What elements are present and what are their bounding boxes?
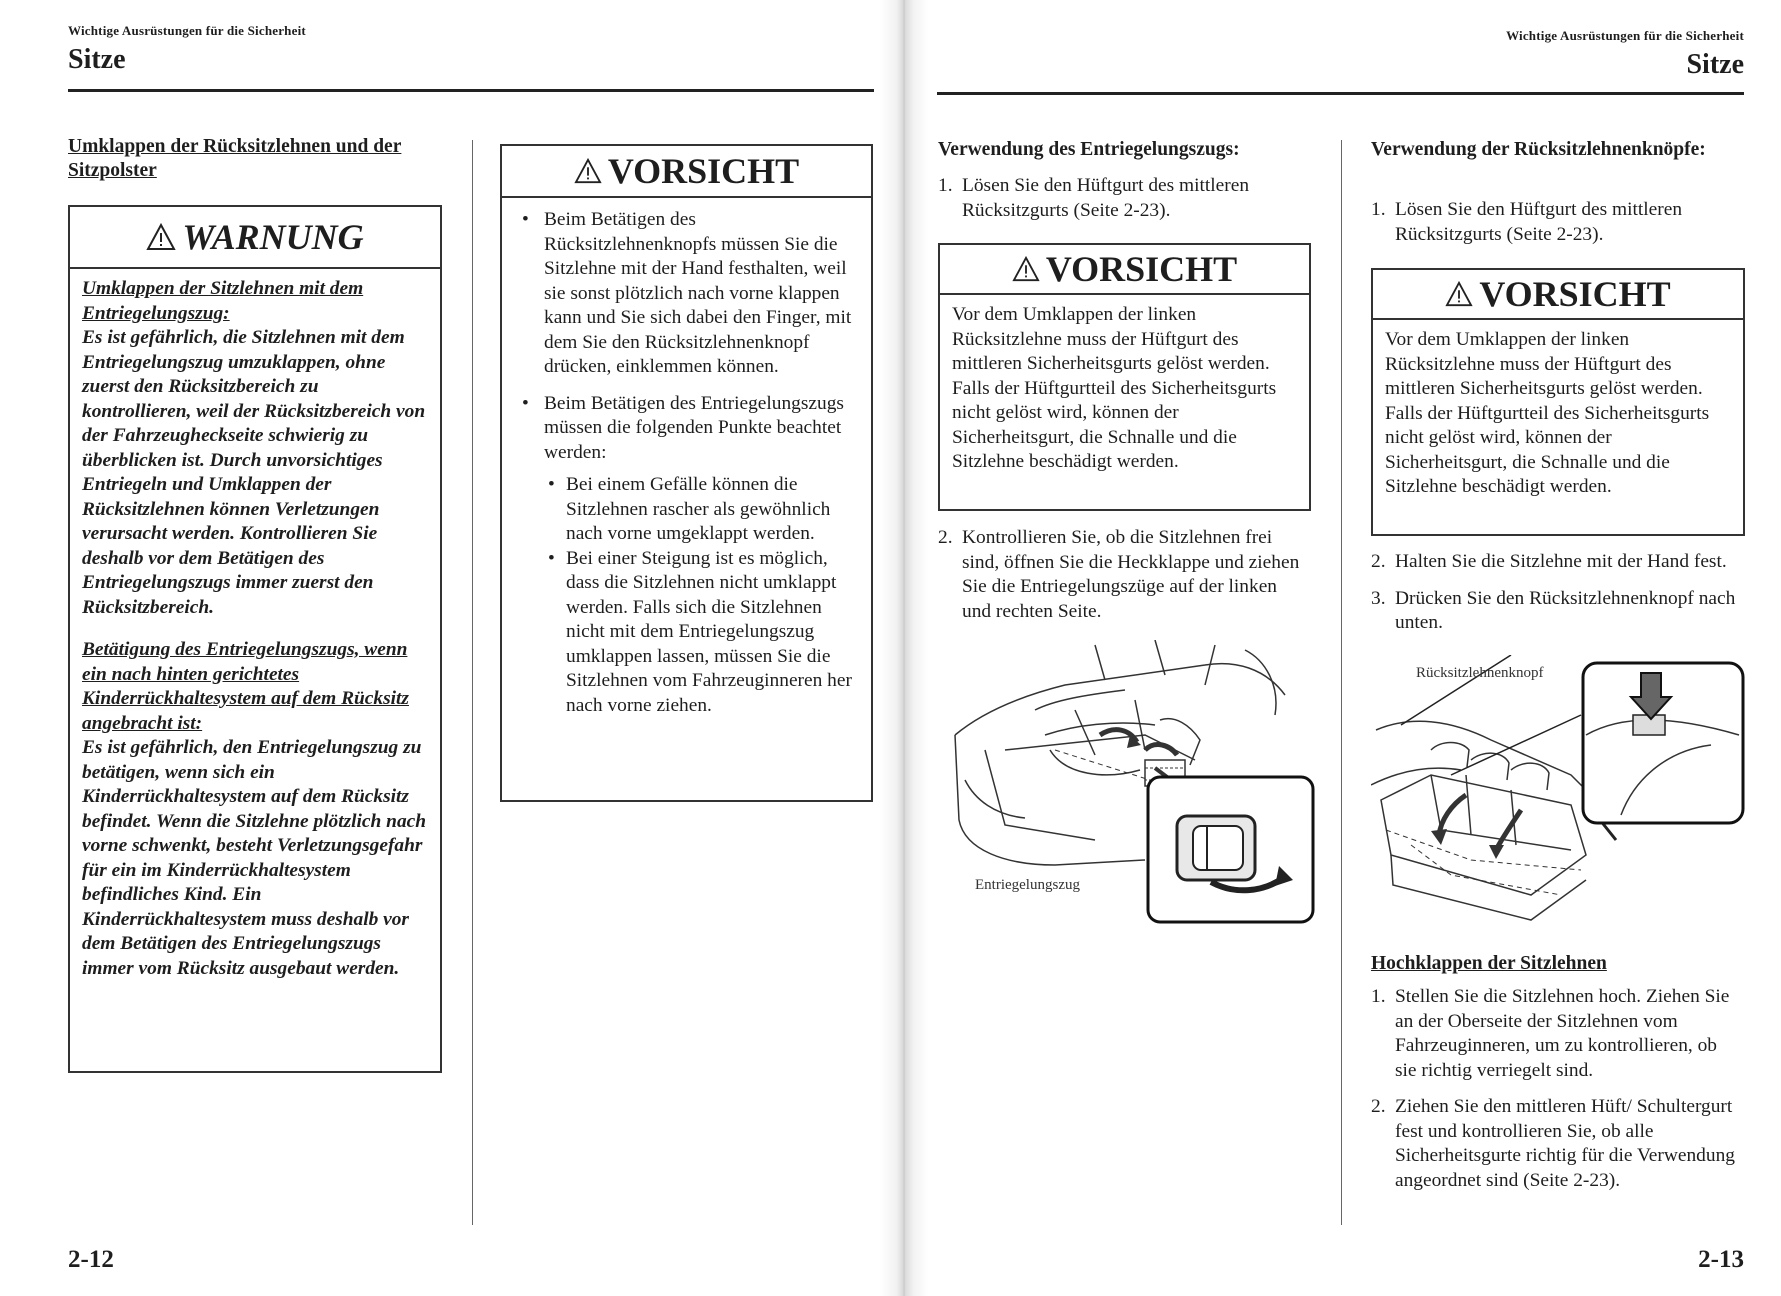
caution-sub-bullet-text: Bei einer Steigung ist es möglich, dass die Sitzlehnen nicht umklappt werden. Falls sich die Sitzlehnen nicht mit dem Entriegelungszug umklappen lassen, müssen Sie die Sitzlehnen vom Fahrzeuginneren her nach vorne ziehen. [566,547,852,716]
section-heading: Hochklappen der Sitzlehnen [1371,953,1607,974]
warning-sub-heading: Umklappen der Sitzlehnen mit dem Entriegelungszug: [82,278,364,324]
caution-text: Vor dem Umklappen der linken Rücksitzlehne muss der Hüftgurt des mittleren Sicherheitsgurts gelöst werden. Falls der Hüftgurtteil des Sicherheitsgurts nicht gelöst wird, können der Sicherheitsgurt, die Schnalle und die Sitzlehne beschädigt werden. [952,304,1277,472]
caution-bullet-text: Beim Betätigen des Entriegelungszugs müssen die folgenden Punkte beachtet werden: [544,392,844,463]
page-number: 2-12 [68,1246,114,1273]
procedure-step [938,174,1310,223]
procedure-steps [1371,198,1741,259]
warning-triangle-icon [146,223,176,251]
column-divider [472,140,473,1225]
caution-title-text: VORSICHT [1045,249,1238,289]
warning-box [68,205,442,1073]
caution-body [502,198,871,740]
caution-box-title [1373,270,1743,320]
step-number: 2. [1371,1096,1386,1117]
step-text: Halten Sie die Sitzlehne mit der Hand fest. [1395,551,1727,572]
warning-body [70,269,440,1009]
header-rule [68,89,874,92]
step-number: 3. [1371,587,1386,609]
section-label: Wichtige Ausrüstungen für die Sicherheit [1506,28,1744,43]
section-title: Sitze [68,44,126,75]
procedure-steps [1371,550,1741,648]
procedure-steps [1371,985,1741,1205]
caution-sub-bullet [544,473,859,547]
caution-sub-bullet [544,547,859,719]
seatback-button-label: Rücksitzlehnenknopf [1416,665,1544,681]
page-gutter [880,0,928,1296]
caution-box-title [940,245,1309,295]
section-label: Wichtige Ausrüstungen für die Sicherheit [68,23,306,38]
warning-triangle-icon [574,158,602,184]
procedure-step [1371,985,1741,1083]
step-number: 1. [1371,986,1386,1007]
caution-box-title [502,146,871,198]
caution-bullet-text: Beim Betätigen des Rücksitzlehnenknopfs müssen Sie die Sitzlehne mit der Hand festhalten, weil sie sonst plötzlich nach vorne klappen kann und Sie sich dabei den Finger, mit dem Sie den Rücksitzlehnenknopf drücken, einklemmen können. [544,209,852,377]
warning-triangle-icon [1012,256,1040,282]
step-number: 2. [1371,551,1386,572]
caution-bullet [514,392,859,719]
header-rule [937,92,1744,95]
step-number: 2. [938,527,953,548]
step-number: 1. [938,175,953,196]
warning-text: Es ist gefährlich, den Entriegelungszug zu betätigen, wenn sich ein Kinderrückhaltesystem auf dem Rücksitz befindet. Wenn die Sitzlehne plötzlich nach vorne schwenkt, besteht Verletzungsgefahr für ein im Kinderrückhaltesystem befindliches Kind. Ein Kinderrückhaltesystem muss deshalb vor dem Betätigen des Entriegelungszugs immer vom Rücksitz ausgebaut werden. [82,737,427,979]
warning-sub-heading: Betätigung des Entriegelungszugs, wenn ein nach hinten gerichtetes Kinderrückhaltesystem auf dem Rücksitz angebracht ist: [82,639,409,734]
caution-bullet [514,208,859,380]
section-title: Sitze [1686,49,1744,80]
caution-box [938,243,1311,511]
procedure-step [1371,1095,1741,1193]
warning-box-title [70,207,440,269]
step-text: Drücken Sie den Rücksitzlehnenknopf nach unten. [1395,587,1736,633]
warning-text: Es ist gefährlich, die Sitzlehnen mit dem Entriegelungszug umzuklappen, ohne zuerst den Rücksitzbereich zu kontrollieren, weil der Rücksitzbereich von der Fahrzeugheckseite schwierig zu überblicken ist. Durch unvorsichtiges Entriegeln und Umklappen der Rücksitzlehnen können Verletzungen verursacht werden. Kontrollieren Sie deshalb vor dem Betätigen des Entriegelungszugs immer zuerst den Rücksitzbereich. [82,327,426,618]
step-text: Lösen Sie den Hüftgurt des mittleren Rücksitzgurts (Seite 2-23). [962,175,1250,221]
caution-sub-bullet-text: Bei einem Gefälle können die Sitzlehnen rascher als gewöhnlich nach vorne umgeklappt werden. [566,474,831,544]
procedure-step [1371,587,1741,636]
caution-box [500,144,873,802]
procedure-heading: Verwendung des Entriegelungszugs: [938,139,1240,160]
step-number: 1. [1371,199,1386,220]
procedure-heading: Verwendung der Rücksitzlehnenknöpfe: [1371,139,1706,160]
step-text: Lösen Sie den Hüftgurt des mittleren Rücksitzgurts (Seite 2-23). [1395,199,1683,245]
seatback-illustration-drawing [1371,655,1746,925]
warning-triangle-icon [1445,281,1473,307]
procedure-step [1371,198,1741,247]
caution-box [1371,268,1745,536]
procedure-steps [938,174,1310,235]
page-number: 2-13 [1698,1246,1744,1273]
column-divider [1341,140,1342,1225]
caution-title-text: VORSICHT [607,151,800,191]
seatback-button-illustration [1371,655,1746,925]
step-text: Ziehen Sie den mittleren Hüft/ Schultergurt fest und kontrollieren Sie, ob alle Sicherheitsgurte richtig für die Verwendung angeordnet sind (Seite 2-23). [1395,1096,1735,1191]
procedure-step [1371,550,1741,575]
warning-title-text: WARNUNG [182,217,364,257]
release-strap-label: Entriegelungszug [975,877,1080,893]
trunk-release-illustration [945,640,1317,925]
step-text: Kontrollieren Sie, ob die Sitzlehnen frei sind, öffnen Sie die Heckklappe und ziehen Sie die Entriegelungszüge auf der linken und rechten Seite. [962,527,1300,622]
procedure-steps [938,526,1310,636]
procedure-step [938,526,1310,624]
section-heading: Umklappen der Rücksitzlehnen und der Sitzpolster [68,136,402,181]
step-text: Stellen Sie die Sitzlehnen hoch. Ziehen Sie an der Oberseite der Sitzlehnen vom Fahrzeuginneren, um zu kontrollieren, ob sie richtig verriegelt sind. [1395,986,1730,1081]
caution-text: Vor dem Umklappen der linken Rücksitzlehne muss der Hüftgurt des mittleren Sicherheitsgurts gelöst werden. Falls der Hüftgurtteil des Sicherheitsgurts nicht gelöst wird, können der Sicherheitsgurt, die Schnalle und die Sitzlehne beschädigt werden. [1385,329,1710,497]
caution-title-text: VORSICHT [1479,274,1671,314]
